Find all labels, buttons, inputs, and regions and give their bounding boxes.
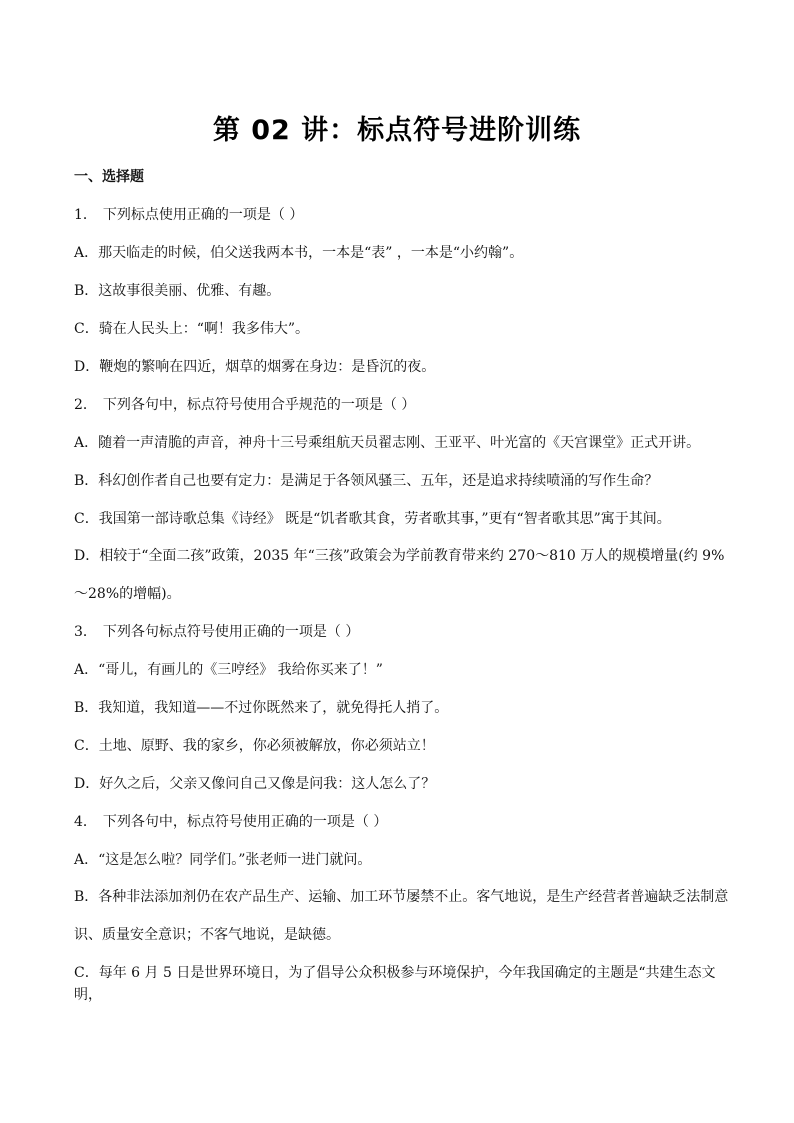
question-1-stem (74, 204, 734, 226)
question-3-option-b: B．我知道，我知道——不过你既然来了，就免得托人捎了。 (74, 700, 449, 716)
question-3-option-c: C．土地、原野、我的家乡，你必须被解放，你必须站立！ (74, 738, 435, 754)
question-3-option-d: D．好久之后，父亲又像问自己又像是问我：这人怎么了？ (74, 776, 436, 792)
question-3-number: 3． (74, 624, 97, 640)
document-body (74, 166, 734, 1022)
question-1-option-d: D．鞭炮的繁响在四近，烟草的烟雾在身边：是昏沉的夜。 (74, 359, 436, 375)
question-3-stem (74, 621, 734, 643)
question-1-number: 1． (74, 207, 97, 223)
question-1-option-c: C．骑在人民头上：“啊！我多伟大”。 (74, 321, 310, 337)
question-1-option-b: B．这故事很美丽、优雅、有趣。 (74, 283, 281, 299)
question-4-option-b: B．各种非法添加剂仍在农产品生产、运输、加工环节屡禁不止。客气地说，是生产经营者普遍缺乏法制意识、质量安全意识；不客气地说，是缺德。 (74, 889, 729, 943)
question-4-text: 下列各句中，标点符号使用正确的一项是（ ） (102, 814, 388, 830)
question-1-option-a: A．那天临走的时候，伯父送我两本书，一本是“表” ，一本是“小约翰”。 (74, 245, 524, 261)
question-2-text: 下列各句中，标点符号使用合乎规范的一项是（ ） (102, 397, 416, 413)
question-2-option-c: C．我国第一部诗歌总集《诗经》 既是“饥者歌其食，劳者歌其事，”更有“智者歌其思”寓于其间。 (74, 511, 671, 527)
question-3-option-a: A．“哥儿，有画儿的《三哼经》 我给你买来了！” (74, 662, 383, 678)
question-4-stem (74, 811, 734, 833)
question-1-text: 下列标点使用正确的一项是（ ） (102, 207, 304, 223)
question-4-number: 4． (74, 814, 97, 830)
section-heading: 一、选择题 (74, 169, 144, 185)
question-4-option-a: A．“这是怎么啦？同学们。”张老师一进门就问。 (74, 852, 372, 868)
document-title: 第 02 讲：标点符号进阶训练 (212, 115, 582, 146)
question-4-option-c: C．每年 6 月 5 日是世界环境日，为了倡导公众积极参与环境保护，今年我国确定的主题是“共建生态文明， (74, 965, 716, 1003)
question-2-stem (74, 394, 734, 416)
question-3-text: 下列各句标点符号使用正确的一项是（ ） (102, 624, 360, 640)
question-2-number: 2． (74, 397, 97, 413)
question-2-option-a: A．随着一声清脆的声音，神舟十三号乘组航天员翟志刚、王亚平、叶光富的《天宫课堂》正式开讲。 (74, 435, 701, 451)
question-2-option-d: D．相较于“全面二孩”政策，2035 年“三孩”政策会为学前教育带来约 270～810 万人的规模增量(约 9%～28%的增幅)。 (74, 548, 725, 602)
question-2-option-b: B．科幻创作者自己也要有定力：是满足于各领风骚三、五年，还是追求持续喷涌的写作生命？ (74, 473, 659, 489)
